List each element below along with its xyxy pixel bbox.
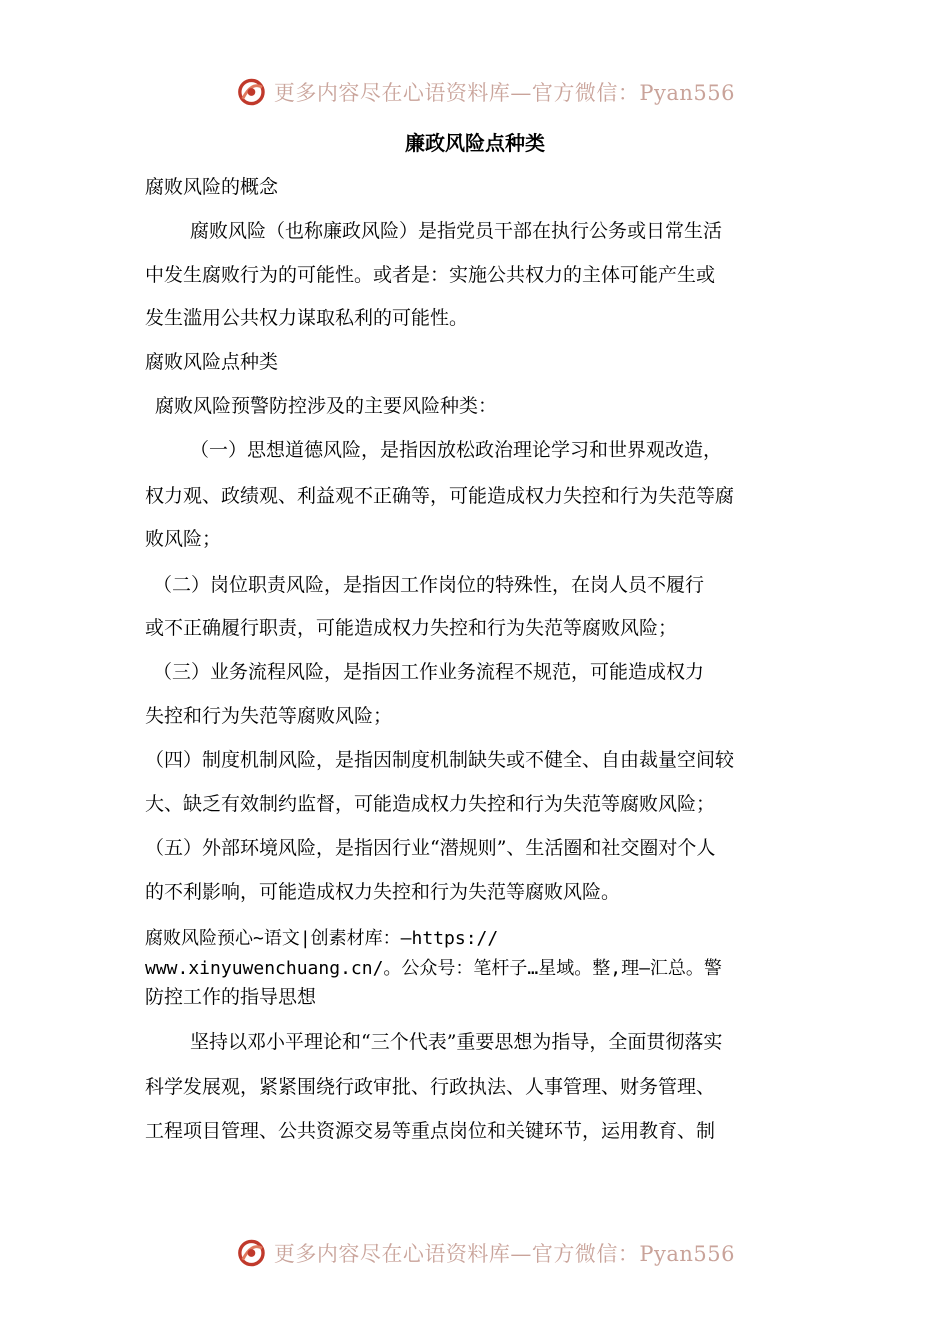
paragraph-line: （二）岗位职责风险，是指因工作岗位的特殊性，在岗人员不履行 [153,574,705,596]
paragraph-line: （五）外部环境风险，是指因行业“潜规则”、生活圈和社交圈对个人 [145,837,716,859]
watermark-text: 更多内容尽在心语资料库—官方微信：Pyan556 [273,81,735,105]
paragraph-line: 工程项目管理、公共资源交易等重点岗位和关键环节，运用教育、制 [145,1120,716,1142]
paragraph-line: 坚持以邓小平理论和“三个代表”重要思想为指导，全面贯彻落实 [190,1031,723,1053]
paragraph-line: 防控工作的指导思想 [145,986,317,1008]
paragraph-line: 大、缺乏有效制约监督，可能造成权力失控和行为失范等腐败风险； [145,793,716,815]
paragraph-line: 腐败风险的概念 [145,176,279,198]
header-watermark [235,72,735,112]
paragraph-line: （三）业务流程风险，是指因工作业务流程不规范，可能造成权力 [153,661,705,683]
paragraph-line: 科学发展观，紧紧围绕行政审批、行政执法、人事管理、财务管理、 [145,1076,716,1098]
paragraph-line: （四）制度机制风险，是指因制度机制缺失或不健全、自由裁量空间较 [145,749,735,771]
paragraph-line: 腐败风险点种类 [145,351,279,373]
document-title: 廉政风险点种类 [405,131,545,155]
paragraph-line: 腐败风险预警防控涉及的主要风险种类： [155,395,498,417]
watermark-text: 更多内容尽在心语资料库—官方微信：Pyan556 [273,1242,735,1266]
paragraph-line: 中发生腐败行为的可能性。或者是：实施公共权力的主体可能产生或 [145,264,716,286]
paragraph-line: 失控和行为失范等腐败风险； [145,705,393,727]
paragraph-line: 败风险； [145,528,222,550]
red-swirl-logo-icon [235,1236,268,1270]
paragraph-line: www.xinyuwenchuang.cn/。公众号：笔杆子…星域。整,理—汇总。警 [145,958,722,979]
red-swirl-logo-icon [235,75,268,109]
footer-watermark [235,1233,735,1273]
paragraph-line: 权力观、政绩观、利益观不正确等，可能造成权力失控和行为失范等腐 [145,485,735,507]
paragraph-line: 腐败风险（也称廉政风险）是指党员干部在执行公务或日常生活 [190,220,723,242]
paragraph-line: 或不正确履行职责，可能造成权力失控和行为失范等腐败风险； [145,617,678,639]
paragraph-line: 发生滥用公共权力谋取私利的可能性。 [145,307,469,329]
paragraph-line: （一）思想道德风险，是指因放松政治理论学习和世界观改造， [190,439,723,461]
paragraph-line: 腐败风险预心~语文|创素材库：—https:// [145,928,499,949]
paragraph-line: 的不利影响，可能造成权力失控和行为失范等腐败风险。 [145,881,621,903]
